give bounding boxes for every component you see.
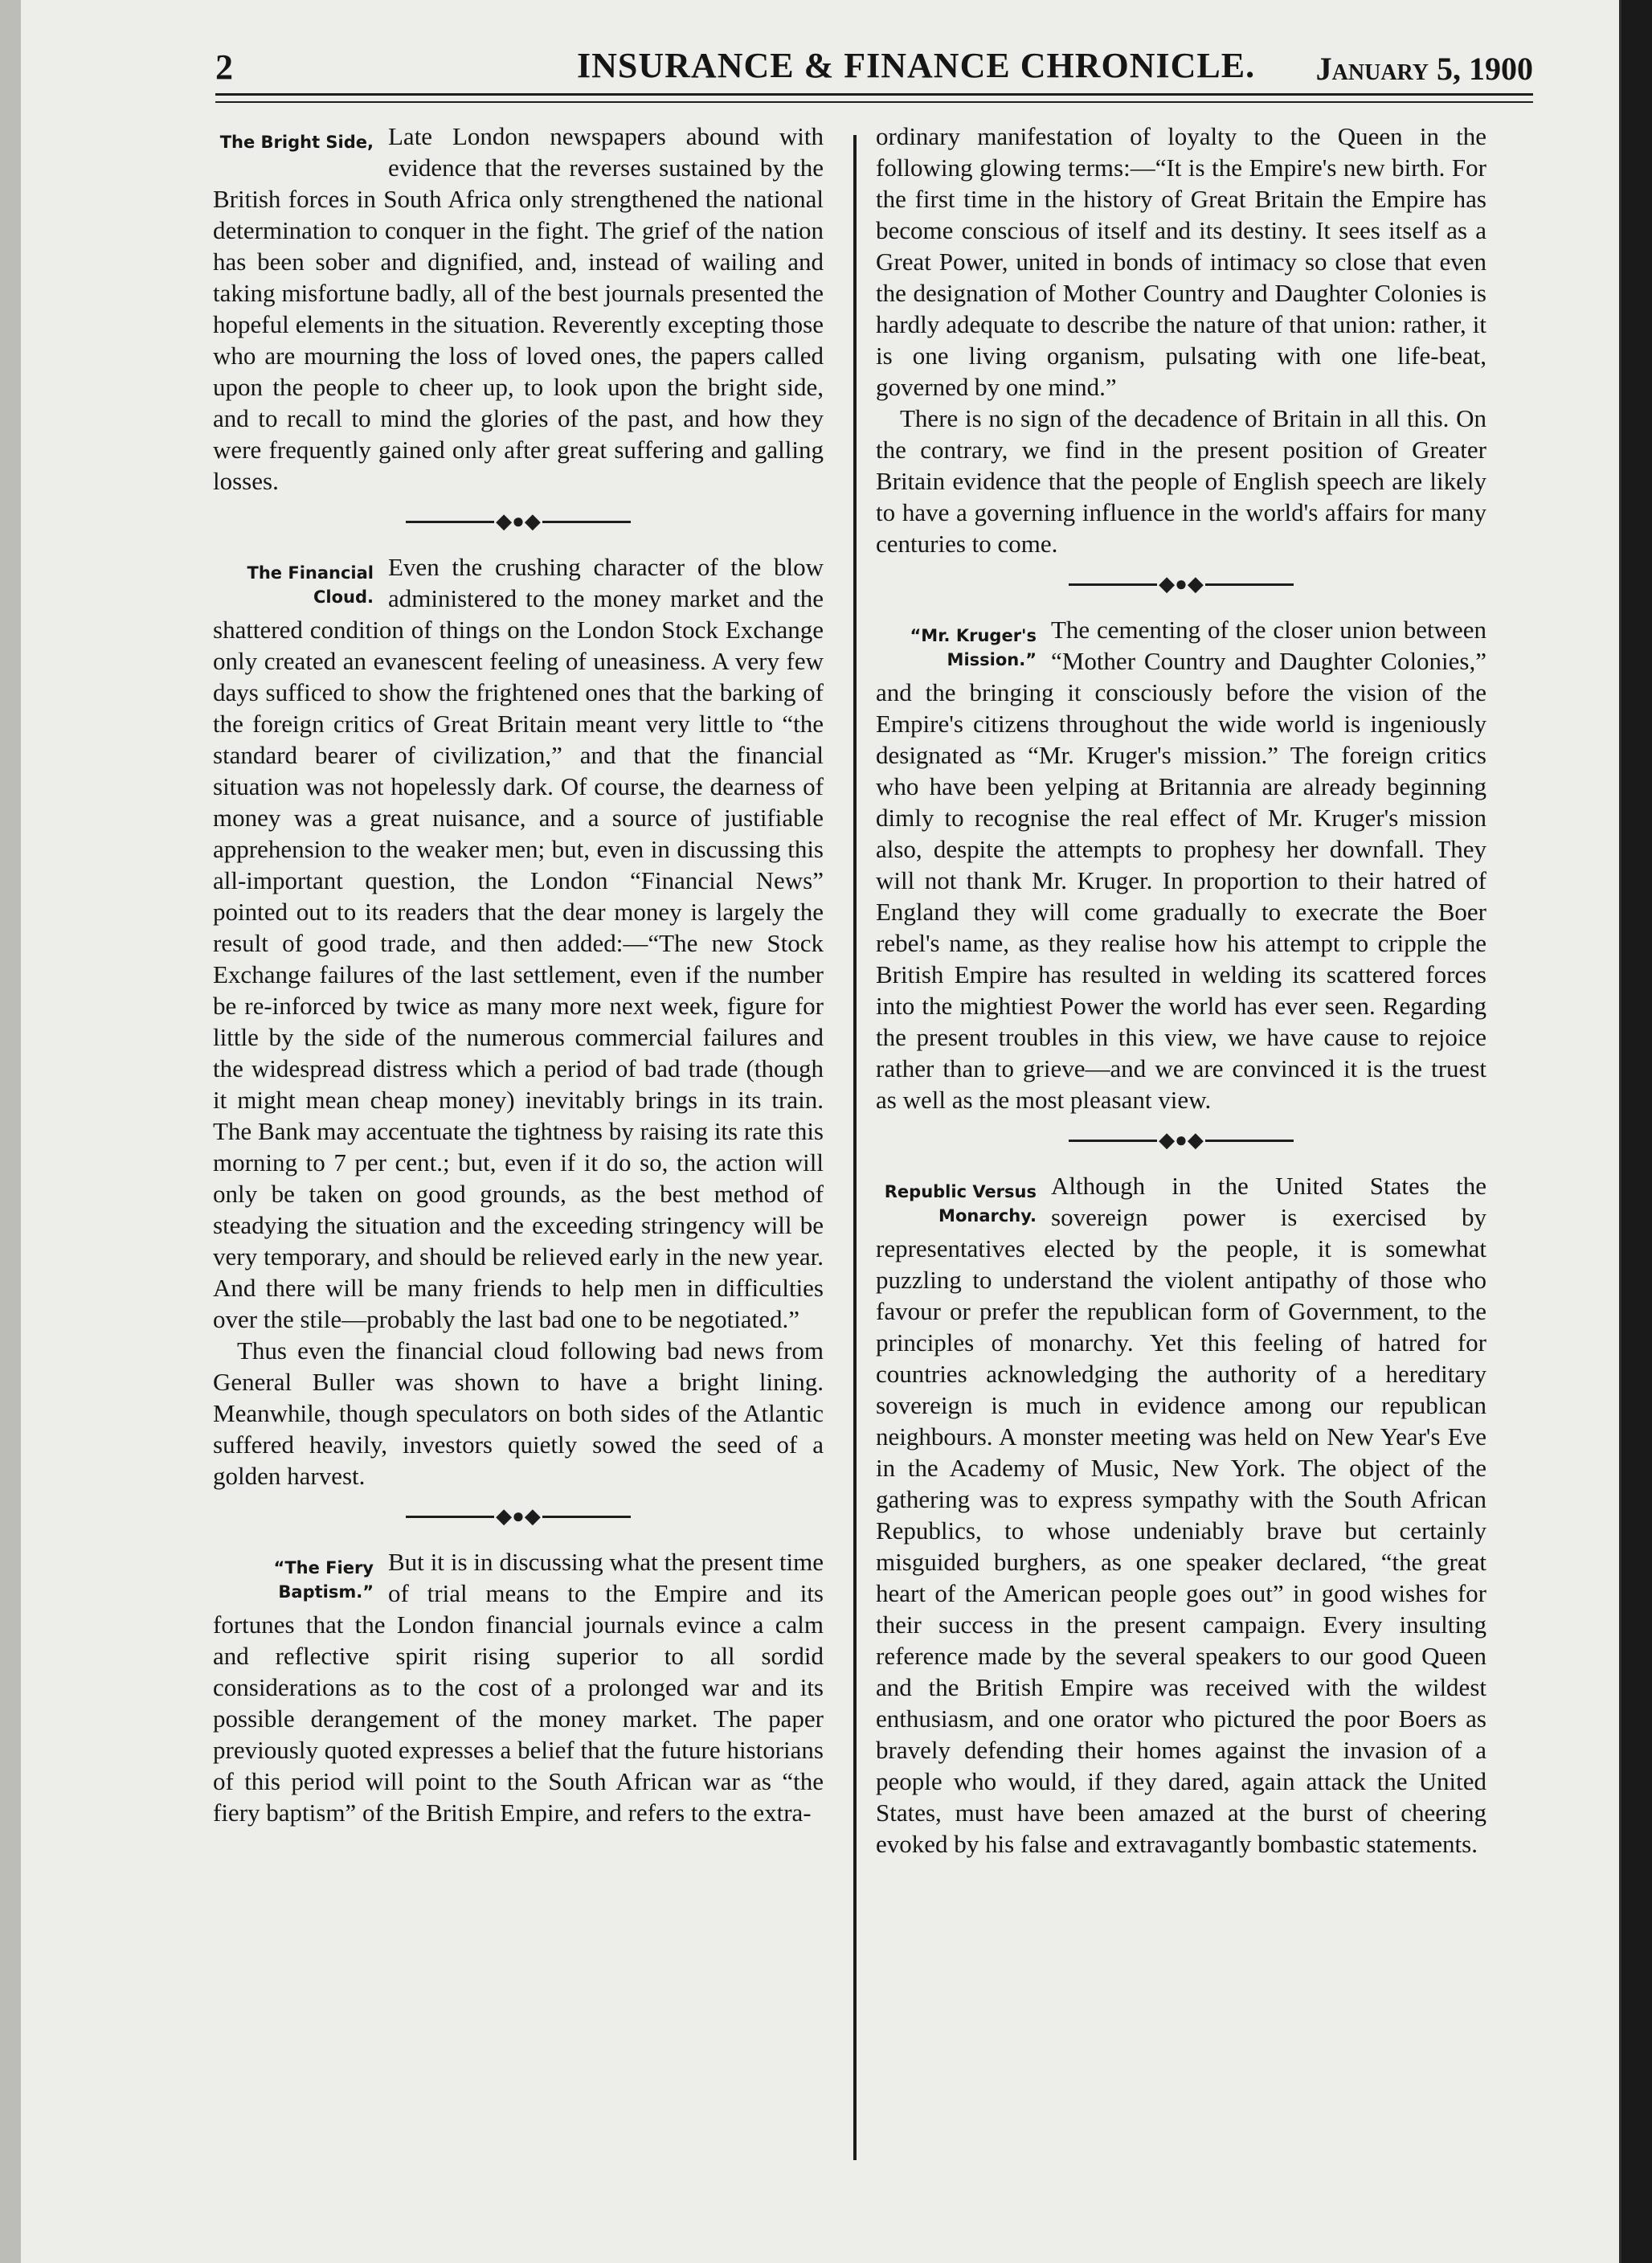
- side-heading-republic-monarchy: Republic Versus Monarchy.: [884, 1182, 1037, 1226]
- article-body: Even the crushing character of the blow administered to the money market and the shattered condition of things on the London Stock Exchange only created an evanescent feeling of uneasiness. A very few days sufficed to show the frightened ones that the barking of the foreign critics of Great Britain meant very little to “the standard bearer of civilization,” and that the financial situation was not hopelessly dark. Of course, the dearness of money was a great nuisance, and a source of justifiable apprehension to the weaker men; but, even in discussing this all-important question, the London “Financial News” pointed out to its readers that the dear money is largely the result of good trade, and then added:—“The new Stock Exchange failures of the last settlement, even if the number be re-inforced by twice as many more next week, figure for little by the side of the numerous commercial failures and the widespread distress which a period of bad trade (though it might mean cheap money) inevitably brings in its train. The Bank may accentuate the tightness by raising its rate this morning to 7 per cent.; but, even if it do so, the action will only be taken on good grounds, as the best method of steadying the situation and the exceeding stringency will be very temporary, and should be relieved early in the new year. And there will be many friends to help men in difficulties over the stile—probably the last bad one to be negotiated.”: [213, 553, 824, 1333]
- article-body-continued: There is no sign of the decadence of Britain in all this. On the contrary, we find in the present position of Greater Britain evidence that the people of English speech are likely to have a governing influence in the world's affairs for many centuries to come.: [876, 404, 1486, 558]
- article-republic-monarchy: [876, 1170, 1486, 1860]
- article-body: ordinary manifestation of loyalty to the Queen in the following glowing terms:—“It is the Empire's new birth. For the first time in the history of Great Britain the Empire has become conscious of itself and its destiny. It sees itself as a Great Power, united in bonds of intimacy so close that even the designation of Mother Country and Daughter Colonies is hardly adequate to describe the nature of that union: rather, it is one living organism, pulsating with one life-beat, governed by one mind.”: [876, 122, 1486, 401]
- article-financial-cloud: [213, 551, 824, 1492]
- article-bright-side: [213, 121, 824, 497]
- page-edge: [0, 0, 21, 2263]
- publication-title: INSURANCE & FINANCE CHRONICLE.: [577, 46, 1256, 85]
- left-column: [213, 121, 824, 1828]
- article-body: But it is in discussing what the present time of trial means to the Empire and its fortunes that the London financial journals evince a calm and reflective spirit rising superior to all sordid considerations as to the cost of a prolonged war and its possible derangement of the money market. The paper previously quoted expresses a belief that the future historians of this period will point to the South African war as “the fiery baptism” of the British Empire, and refers to the extra-: [213, 1548, 824, 1827]
- right-column: [876, 121, 1486, 1860]
- section-ornament: ◆●◆: [213, 1504, 824, 1528]
- section-ornament: ◆●◆: [876, 1128, 1486, 1152]
- header-rule: [215, 93, 1533, 103]
- column-divider: [853, 135, 857, 2160]
- article-fiery-baptism: [213, 1546, 824, 1828]
- side-heading-fiery-baptism: “The Fiery Baptism.”: [273, 1558, 374, 1602]
- article-body-continued: Thus even the financial cloud following bad news from General Buller was shown to have a bright lining. Meanwhile, though speculators on both sides of the Atlantic suffered heavily, investors quietly sowed the seed of a golden harvest.: [213, 1336, 824, 1490]
- article-continued: [876, 121, 1486, 559]
- side-heading-kruger-mission: “Mr. Kruger's Mission.”: [910, 626, 1037, 669]
- article-kruger-mission: [876, 614, 1486, 1115]
- section-ornament: ◆●◆: [213, 509, 824, 534]
- section-ornament: ◆●◆: [876, 572, 1486, 596]
- side-heading-bright-side: The Bright Side,: [219, 133, 374, 152]
- article-body: The cementing of the closer union between “Mother Country and Daughter Colonies,” and the bringing it consciously before the vision of the Empire's citizens throughout the wide world is ingeniously designated as “Mr. Kruger's mission.” The foreign critics who have been yelping at Britannia are already beginning dimly to recognise the real effect of Mr. Kruger's mission also, despite the attempts to prophesy her downfall. They will not thank Mr. Kruger. In proportion to their hatred of England they will come gradually to execrate the Boer rebel's name, as they realise how his attempt to cripple the British Empire has resulted in welding its scattered forces into the mightiest Power the world has ever seen. Regarding the present troubles in this view, we have cause to rejoice rather than to grieve—and we are convinced it is the truest as well as the most pleasant view.: [876, 616, 1486, 1114]
- article-body: Late London newspapers abound with evidence that the reverses sustained by the British forces in South Africa only strengthened the national determination to conquer in the fight. The grief of the nation has been sober and dignified, and, instead of wailing and taking misfortune badly, all of the best journals presented the hopeful elements in the situation. Reverently excepting those who are mourning the loss of loved ones, the papers called upon the people to cheer up, to look upon the bright side, and to recall to mind the glories of the past, and how they were frequently gained only after great suffering and galling losses.: [213, 122, 824, 495]
- side-heading-financial-cloud: The Financial Cloud.: [247, 563, 374, 607]
- page-number: 2: [215, 47, 233, 87]
- issue-date: January 5, 1900: [1315, 51, 1533, 87]
- article-body: Although in the United States the sovereign power is exercised by representatives elected by the people, it is somewhat puzzling to understand the violent antipathy of those who favour or prefer the republican form of Government, to the principles of monarchy. Yet this feeling of hatred for countries acknowledging the authority of a hereditary sovereign is much in evidence among our republican neighbours. A monster meeting was held on New Year's Eve in the Academy of Music, New York. The object of the gathering was to express sympathy with the South African Republics, to whose undeniably brave but certainly misguided burghers, as one speaker declared, “the great heart of the American people goes out” in good wishes for their success in the present campaign. Every insulting reference made by the several speakers to our good Queen and the British Empire was received with the wildest enthusiasm, and one orator who pictured the poor Boers as bravely defending their homes against the invasion of a people who would, if they dared, again attack the United States, must have been amazed at the burst of cheering evoked by his false and extravagantly bombastic statements.: [876, 1172, 1486, 1858]
